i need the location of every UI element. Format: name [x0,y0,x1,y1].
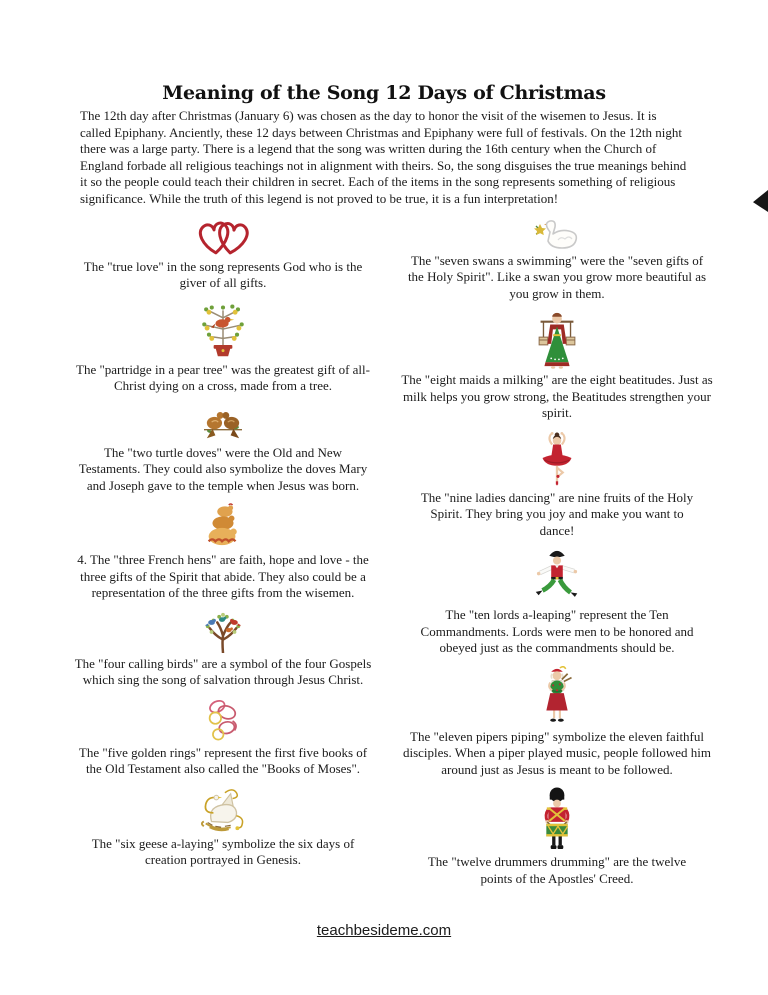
list-item [72,611,374,689]
list-item [72,301,374,395]
left-column [62,218,384,897]
item-text: The "partridge in a pear tree" was the greatest gift of all- Christ dying on a cross, made from a tree. [76,361,370,394]
turtle-doves-icon [199,404,247,442]
item-text: The "nine ladies dancing" are nine fruits of the Holy Spirit. They bring you joy and make you want to dance! [420,489,694,538]
list-item [72,404,374,495]
goose-nest-icon [195,787,251,833]
item-text: The "eight maids a milking" are the eight beatitudes. Just as milk helps you grow strong, the Beatitudes strengthen your spirit. [401,372,713,421]
item-text: The "five golden rings" represent the first five books of the Old Testament also called the "Books of Moses". [78,744,368,777]
item-text: The "ten lords a-leaping" represent the Ten Commandments. Lords were men to be honored and obeyed just as the commandments should be. [420,607,694,656]
intro-paragraph: The 12th day after Christmas (January 6) was chosen as the day to honor the visit of the wisemen to Jesus. It is called Epiphany. Anciently, these 12 days between Christmas and Epiphany were full of festivals. On the 12th night there was a large party. There is a legend that the song was written during the 16th century when the Church of England forbade all religious teachings not in alignment with theirs. So, the song disguises the true meanings behind it so the people could teach their children in secret. Each of the items in the song represents something of religious significance. While the truth of this legend is not proved to be true, it is a fun interpretation! [80,108,687,206]
ballerina-icon [537,431,577,487]
list-item [67,503,379,602]
list-item [401,666,713,779]
site-link[interactable]: teachbesideme.com [316,922,452,939]
golden-rings-icon [203,698,243,742]
two-column-list [0,208,768,897]
list-item [401,311,713,422]
list-item [72,787,374,869]
item-text: The "two turtle doves" were the Old and New Testaments. They could also symbolize the doves Mary and Joseph gave to the temple when Jesus was born. [78,444,368,493]
item-text: The "seven swans a swimming" were the "seven gifts of the Holy Spirit". Like a swan you grow more beautiful as you grow in them. [407,252,707,301]
list-item [72,218,374,292]
list-item [416,787,698,887]
piper-icon [536,666,578,726]
french-hens-icon [201,503,245,549]
two-hearts-icon [197,218,249,256]
swan-icon [532,218,582,250]
leaping-lord-icon [532,548,582,604]
list-item [406,218,708,303]
page-title: Meaning of the Song 12 Days of Christmas [162,82,606,104]
drummer-icon [534,787,580,851]
list-item [72,698,374,778]
list-item [406,548,708,657]
list-item [416,431,698,540]
item-text: The "twelve drummers drumming" are the twelve points of the Apostles' Creed. [427,854,687,886]
item-text: The "six geese a-laying" symbolize the six days of creation portrayed in Genesis. [91,835,355,868]
item-text: 4. The "three French hens" are faith, hope and love - the three gifts of the Spirit that abide. They also could be a representation of the three gifts from the wisemen. [77,552,369,601]
item-text: The "four calling birds" are a symbol of the four Gospels which sing the song of salvation through Jesus Christ. [74,655,372,688]
milkmaid-icon [536,311,578,369]
partridge-pear-tree-icon [195,301,251,359]
calling-birds-tree-icon [199,611,247,653]
item-text: The "true love" in the song represents God who is the giver of all gifts. [83,258,363,291]
right-column [396,218,718,897]
item-text: The "eleven pipers piping" symbolize the eleven faithful disciples. When a piper played music, people followed him around just as Jesus is meant to be followed. [402,728,712,777]
